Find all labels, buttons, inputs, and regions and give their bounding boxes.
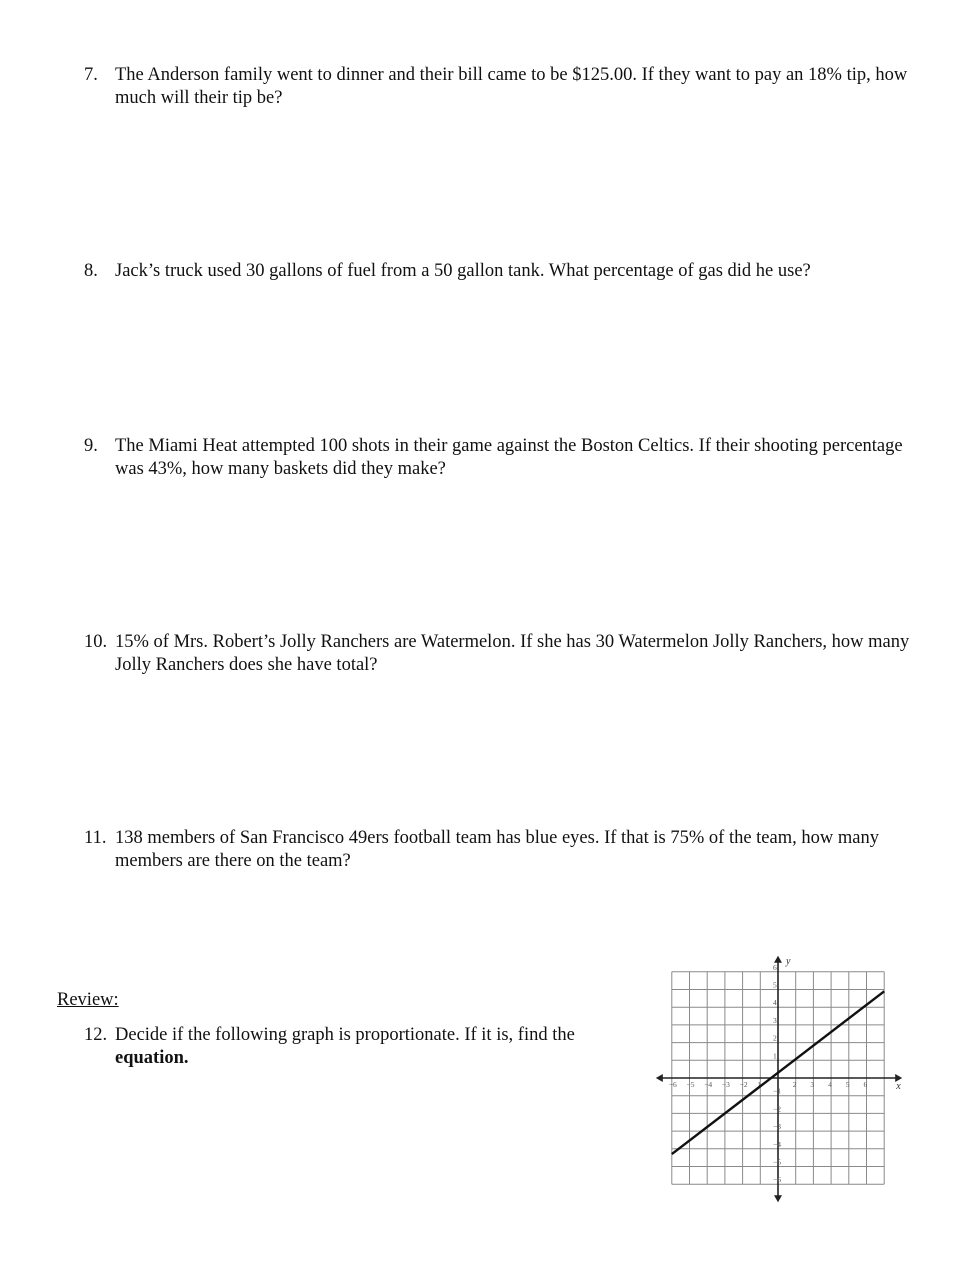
x-tick-label: 6 — [863, 1080, 868, 1089]
y-tick-label: −2 — [773, 1104, 781, 1114]
x-tick-label: −4 — [704, 1080, 713, 1089]
x-axis-label: x — [896, 1081, 901, 1092]
review-heading: Review: — [57, 990, 119, 1010]
question-number: 7. — [84, 65, 98, 85]
x-tick-label: 2 — [792, 1080, 797, 1089]
x-tick-label: −2 — [739, 1080, 748, 1089]
y-tick-label: −5 — [773, 1157, 781, 1167]
y-tick-label: 3 — [773, 1015, 777, 1025]
x-tick-label: −5 — [686, 1080, 695, 1089]
question-number: 12. — [84, 1025, 108, 1045]
x-tick-label: −3 — [721, 1080, 730, 1089]
question-number: 11. — [84, 828, 107, 848]
question-bold-text: equation. — [115, 1048, 189, 1068]
x-tick-label: −6 — [668, 1080, 677, 1089]
y-tick-label: 4 — [773, 998, 777, 1008]
x-tick-label: 4 — [828, 1080, 832, 1089]
question-12 — [84, 1024, 624, 1070]
y-tick-label: 6 — [773, 962, 777, 972]
y-tick-label: −3 — [773, 1122, 781, 1132]
y-axis-arrow-down — [774, 1195, 782, 1202]
question-number: 8. — [84, 261, 98, 281]
coordinate-graph — [652, 952, 912, 1207]
y-axis-label: y — [786, 955, 791, 967]
question-text: 138 members of San Francisco 49ers football team has blue eyes. If that is 75% of the team, how many members are there on the team? — [115, 828, 879, 871]
question-text: Jack’s truck used 30 gallons of fuel from a 50 gallon tank. What percentage of gas did he use? — [115, 261, 811, 281]
y-tick-label: −1 — [773, 1086, 781, 1096]
x-tick-label: 5 — [845, 1080, 850, 1089]
y-tick-label: 1 — [773, 1051, 777, 1061]
question-10 — [84, 631, 914, 677]
x-tick-label: 1 — [757, 1080, 762, 1089]
question-7 — [84, 64, 914, 110]
question-text: 15% of Mrs. Robert’s Jolly Ranchers are Watermelon. If she has 30 Watermelon Jolly Ranchers, how many Jolly Ranchers does she have total? — [115, 632, 910, 675]
question-plain-text: Decide if the following graph is proportionate. If it is, find the — [115, 1025, 575, 1045]
y-tick-label: −4 — [773, 1139, 781, 1149]
question-number: 10. — [84, 632, 108, 652]
question-9 — [84, 435, 914, 481]
x-axis-arrow-left — [656, 1074, 663, 1082]
y-axis-arrow-up — [774, 956, 782, 963]
question-11 — [84, 827, 914, 873]
question-number: 9. — [84, 436, 98, 456]
x-tick-label: 3 — [810, 1080, 815, 1089]
question-8 — [84, 260, 914, 283]
tick-labels — [669, 963, 868, 1184]
y-tick-label: 2 — [773, 1033, 777, 1043]
question-text: The Anderson family went to dinner and their bill came to be $125.00. If they want to pay an 18% tip, how much will their tip be? — [115, 65, 908, 108]
y-tick-label: 5 — [773, 980, 777, 990]
question-text: The Miami Heat attempted 100 shots in their game against the Boston Celtics. If their shooting percentage was 43%, how many baskets did they make? — [115, 436, 903, 479]
y-tick-label: −6 — [773, 1175, 781, 1185]
question-text — [115, 1024, 624, 1070]
